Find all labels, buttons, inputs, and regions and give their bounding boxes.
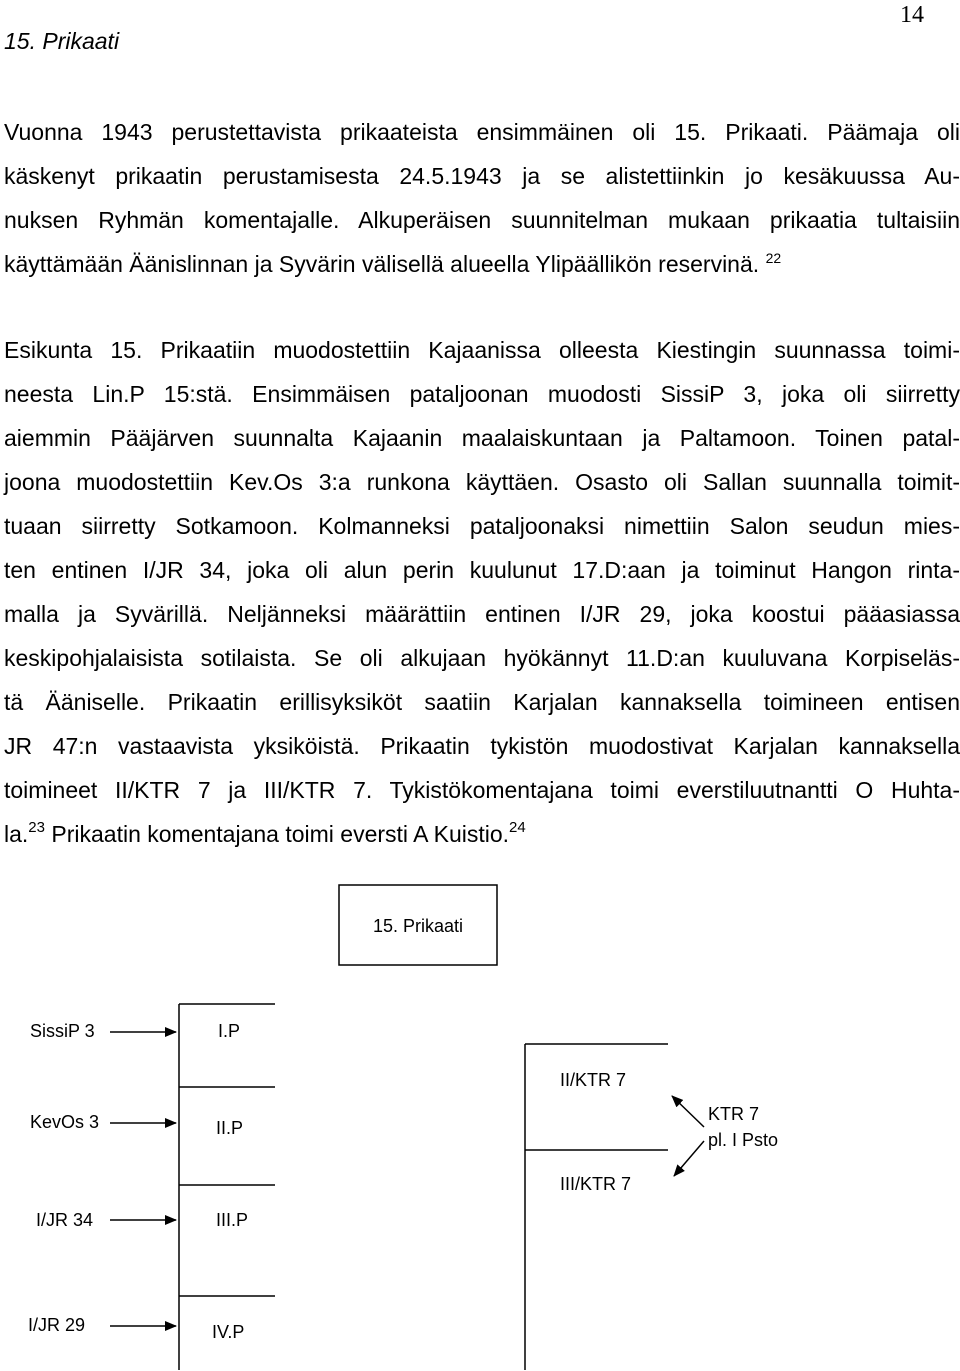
text-line: tä Ääniselle. Prikaatin erillisyksiköt saatiin Karjalan kannaksella toimineen entisen: [4, 689, 960, 715]
org-label-iiktr7: II/KTR 7: [560, 1070, 627, 1090]
org-arrow: [674, 1141, 704, 1176]
org-label-battalion-1: I.P: [218, 1021, 241, 1041]
text-line: nuksen Ryhmän komentajalle. Alkuperäisen suunnitelman mukaan prikaatia tultaisiin: [4, 207, 960, 233]
org-label-battalion-4: IV.P: [212, 1322, 245, 1342]
text-line: malla ja Syvärillä. Neljänneksi määrättiin entinen I/JR 29, joka koostui pääasiassa: [4, 601, 960, 627]
org-chart: [0, 870, 960, 1371]
org-arrow: [672, 1096, 704, 1127]
paragraph-1: [4, 110, 960, 286]
text-line: aiemmin Pääjärven suunnalta Kajaanin maalaiskuntaan ja Paltamoon. Toinen patal-: [4, 425, 960, 451]
text-fragment: käyttämään Äänislinnan ja Syvärin välisellä alueella Ylipäällikön reservinä.: [4, 251, 760, 277]
text-line: [4, 812, 960, 856]
text-fragment: Prikaatin komentajana toimi eversti A Kuistio.: [44, 821, 510, 847]
running-header: 15. Prikaati: [4, 28, 120, 54]
paragraph-2: [4, 328, 960, 856]
text-line: toimineet II/KTR 7 ja III/KTR 7. Tykistökomentajana toimi everstiluutnantti O Huhta-: [4, 777, 960, 803]
text-line: ten entinen I/JR 34, joka oli alun perin kuulunut 17.D:aan ja toiminut Hangon rinta-: [4, 557, 960, 583]
org-label-battalion-2: II.P: [216, 1118, 244, 1138]
org-label-iiiktr7: III/KTR 7: [560, 1174, 632, 1194]
org-label-pl-i-psto: pl. I Psto: [708, 1130, 779, 1150]
text-line: neesta Lin.P 15:stä. Ensimmäisen pataljoonan muodosti SissiP 3, joka oli siirretty: [4, 381, 960, 407]
org-label-battalion-3: III.P: [216, 1210, 249, 1230]
text-line: [4, 242, 960, 286]
footnote-ref-24: 24: [509, 819, 526, 836]
text-line: Vuonna 1943 perustettavista prikaateista ensimmäinen oli 15. Prikaati. Päämaja oli: [4, 119, 960, 145]
page-number: 14: [900, 2, 924, 28]
org-label-ijr29: I/JR 29: [28, 1315, 86, 1335]
text-fragment: la.: [4, 821, 29, 847]
text-line: joona muodostettiin Kev.Os 3:a runkona käyttäen. Osasto oli Sallan suunnalla toimit-: [4, 469, 960, 495]
text-line: keskipohjalaisista sotilaista. Se oli alkujaan hyökännyt 11.D:an kuuluvana Korpiseläs-: [4, 645, 960, 671]
text-line: käskenyt prikaatin perustamisesta 24.5.1943 ja se alistettiinkin jo kesäkuussa Au-: [4, 163, 960, 189]
org-label-ktr7: KTR 7: [708, 1104, 760, 1124]
text-line: JR 47:n vastaavista yksiköistä. Prikaatin tykistön muodostivat Karjalan kannaksella: [4, 733, 960, 759]
footnote-ref-23: 23: [28, 819, 45, 836]
org-label-ijr34: I/JR 34: [36, 1210, 94, 1230]
text-line: tuaan siirretty Sotkamoon. Kolmanneksi pataljoonaksi nimettiin Salon seudun mies-: [4, 513, 960, 539]
footnote-ref-22: 22: [765, 250, 782, 266]
org-label-sissip3: SissiP 3: [30, 1021, 95, 1041]
org-label-brigade: 15. Prikaati: [372, 916, 464, 936]
text-line: Esikunta 15. Prikaatiin muodostettiin Kajaanissa olleesta Kiestingin suunnassa toimi-: [4, 337, 960, 363]
org-label-kevos3: KevOs 3: [30, 1112, 100, 1132]
